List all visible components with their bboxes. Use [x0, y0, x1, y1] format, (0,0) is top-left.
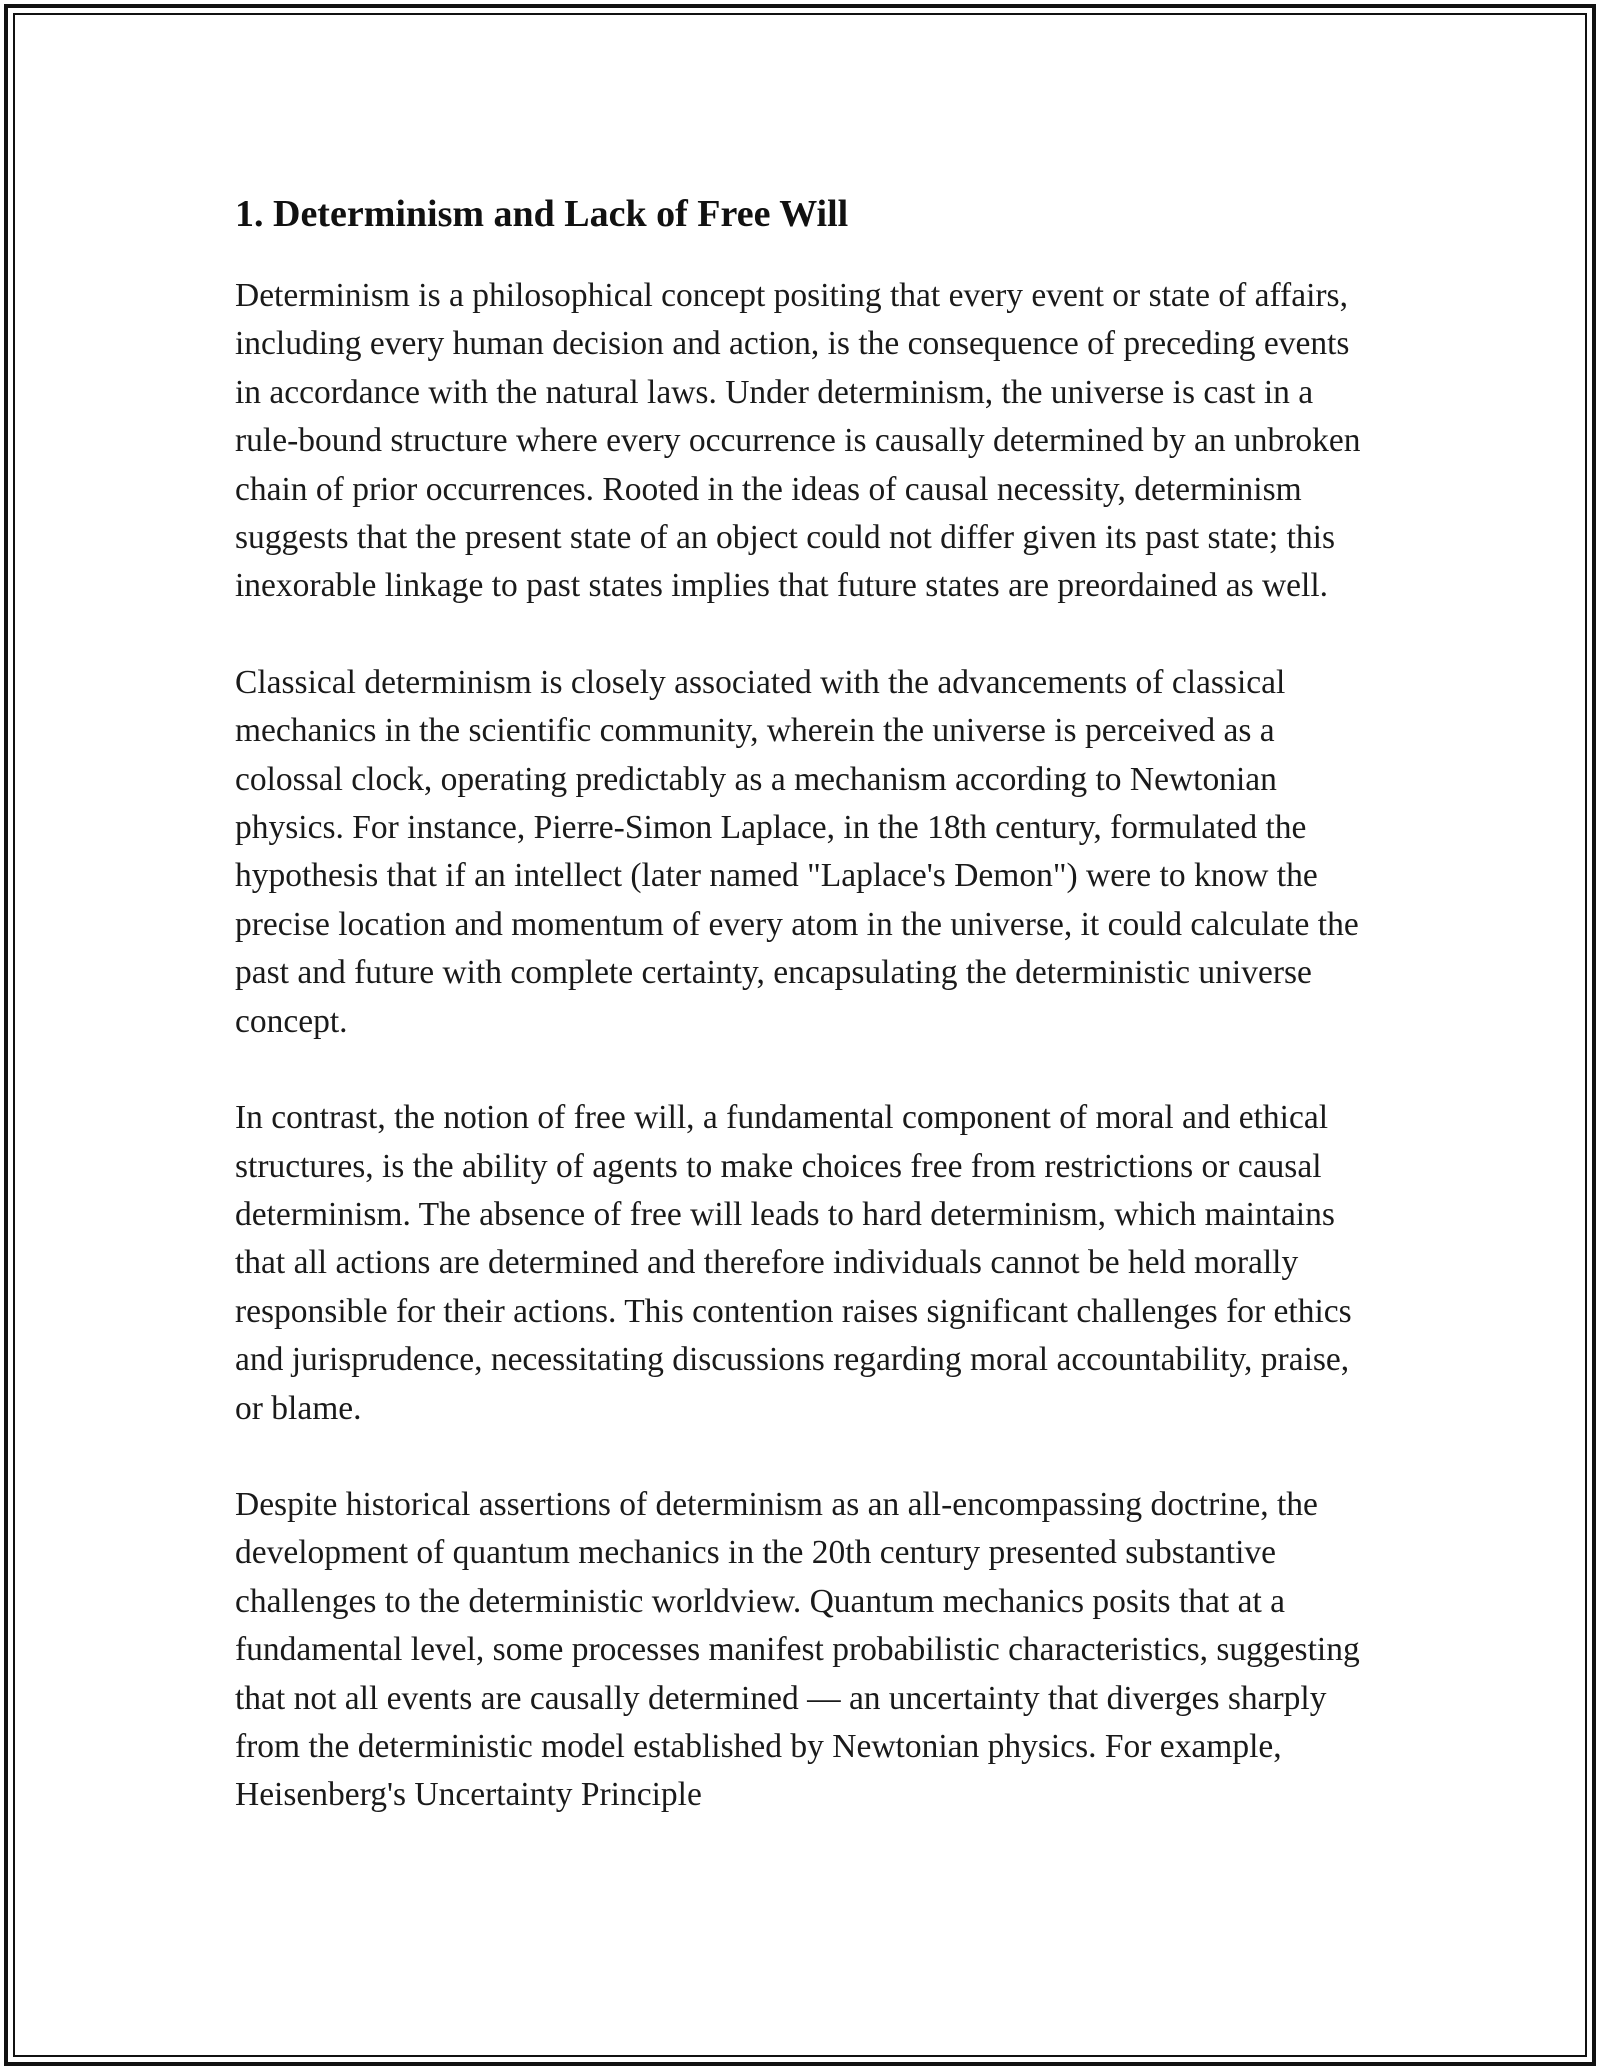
paragraph-free-will: In contrast, the notion of free will, a fundamental component of moral and ethical structures, is the ability of agents to make choices free from restrictions or causal determinism. The absence of free will leads to hard determinism, which maintains that all actions are determined and therefore individuals cannot be held morally responsible for their actions. This contention raises significant challenges for ethics and jurisprudence, necessitating discussions regarding moral accountability, praise, or blame. — [235, 1099, 1352, 1427]
paragraph-classical-determinism: Classical determinism is closely associated with the advancements of classical mechanics in the scientific community, wherein the universe is perceived as a colossal clock, operating predictably as a mechanism according to Newtonian physics. For instance, Pierre-Simon Laplace, in the 18th century, formulated the hypothesis that if an intellect (later named "Laplace's Demon") were to know the precise location and momentum of every atom in the universe, it could calculate the past and future with complete certainty, encapsulating the deterministic universe concept. — [235, 663, 1359, 1040]
paragraph-quantum-mechanics: Despite historical assertions of determinism as an all-encompassing doctrine, the development of quantum mechanics in the 20th century presented substantive challenges to the deterministic worldview. Quantum mechanics posits that at a fundamental level, some processes manifest probabilistic characteristics, suggesting that not all events are causally determined — an uncertainty that diverges sharply from the deterministic model established by Newtonian physics. For example, Heisenberg's Uncertainty Principle — [235, 1485, 1360, 1814]
paragraph-determinism-definition: Determinism is a philosophical concept positing that every event or state of affairs, including every human decision and action, is the consequence of preceding events in accordance with the natural laws. Under determinism, the universe is cast in a rule-bound structure where every occurrence is causally determined by an unbroken chain of prior occurrences. Rooted in the ideas of causal necessity, determinism suggests that the present state of an object could not differ given its past state; this inexorable linkage to past states implies that future states are preordained as well. — [235, 277, 1361, 605]
document-body — [235, 186, 1375, 1868]
section-heading: 1. Determinism and Lack of Free Will — [235, 193, 849, 235]
